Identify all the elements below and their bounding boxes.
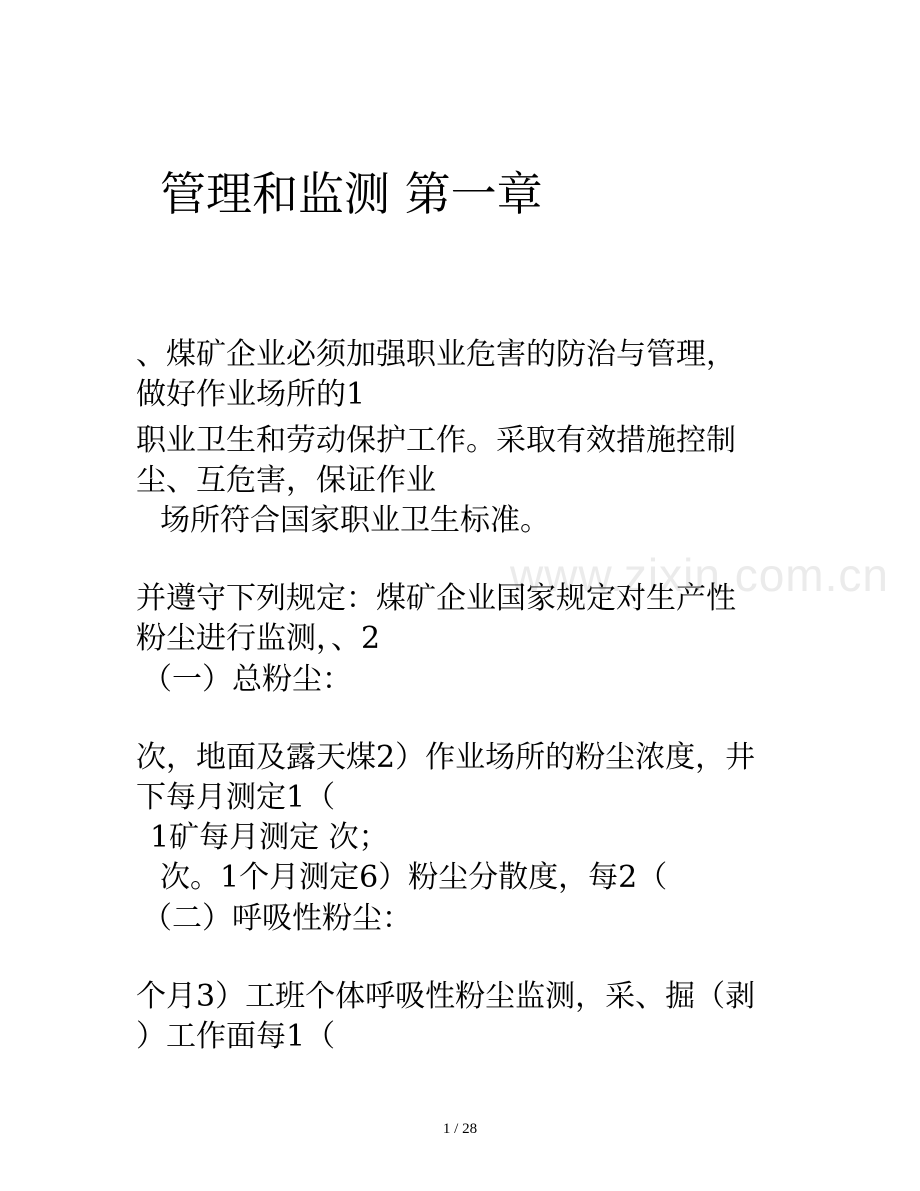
- body-line: 下每月测定1（: [136, 780, 336, 815]
- body-line: ）工作面每1（: [136, 1019, 336, 1054]
- section-heading: （一）总粉尘：: [142, 662, 352, 697]
- body-line: 场所符合国家职业卫生标准。: [160, 503, 550, 538]
- body-line: 并遵守下列规定：煤矿企业国家规定对生产性: [136, 581, 736, 616]
- body-line: 1矿每月测定 次；: [150, 820, 389, 855]
- body-line: 粉尘进行监测，、2: [136, 621, 381, 656]
- watermark: www.zixin.com.cn: [510, 549, 889, 601]
- body-line: 次，地面及露天煤2）作业场所的粉尘浓度，井: [136, 740, 756, 775]
- document-title: 管理和监测 第一章: [160, 167, 543, 221]
- page-number: 1 / 28: [442, 1121, 478, 1137]
- body-line: 、煤矿企业必须加强职业危害的防治与管理，: [136, 337, 736, 372]
- body-line: 个月3）工班个体呼吸性粉尘监测，采、掘（剥: [136, 979, 756, 1014]
- body-line: 尘、互危害，保证作业: [136, 463, 436, 498]
- section-heading: （二）呼吸性粉尘：: [142, 901, 412, 936]
- body-line: 职业卫生和劳动保护工作。采取有效措施控制: [136, 423, 736, 458]
- body-line: 做好作业场所的1: [136, 377, 366, 412]
- body-line: 次。1个月测定6）粉尘分散度，每2（: [160, 860, 668, 895]
